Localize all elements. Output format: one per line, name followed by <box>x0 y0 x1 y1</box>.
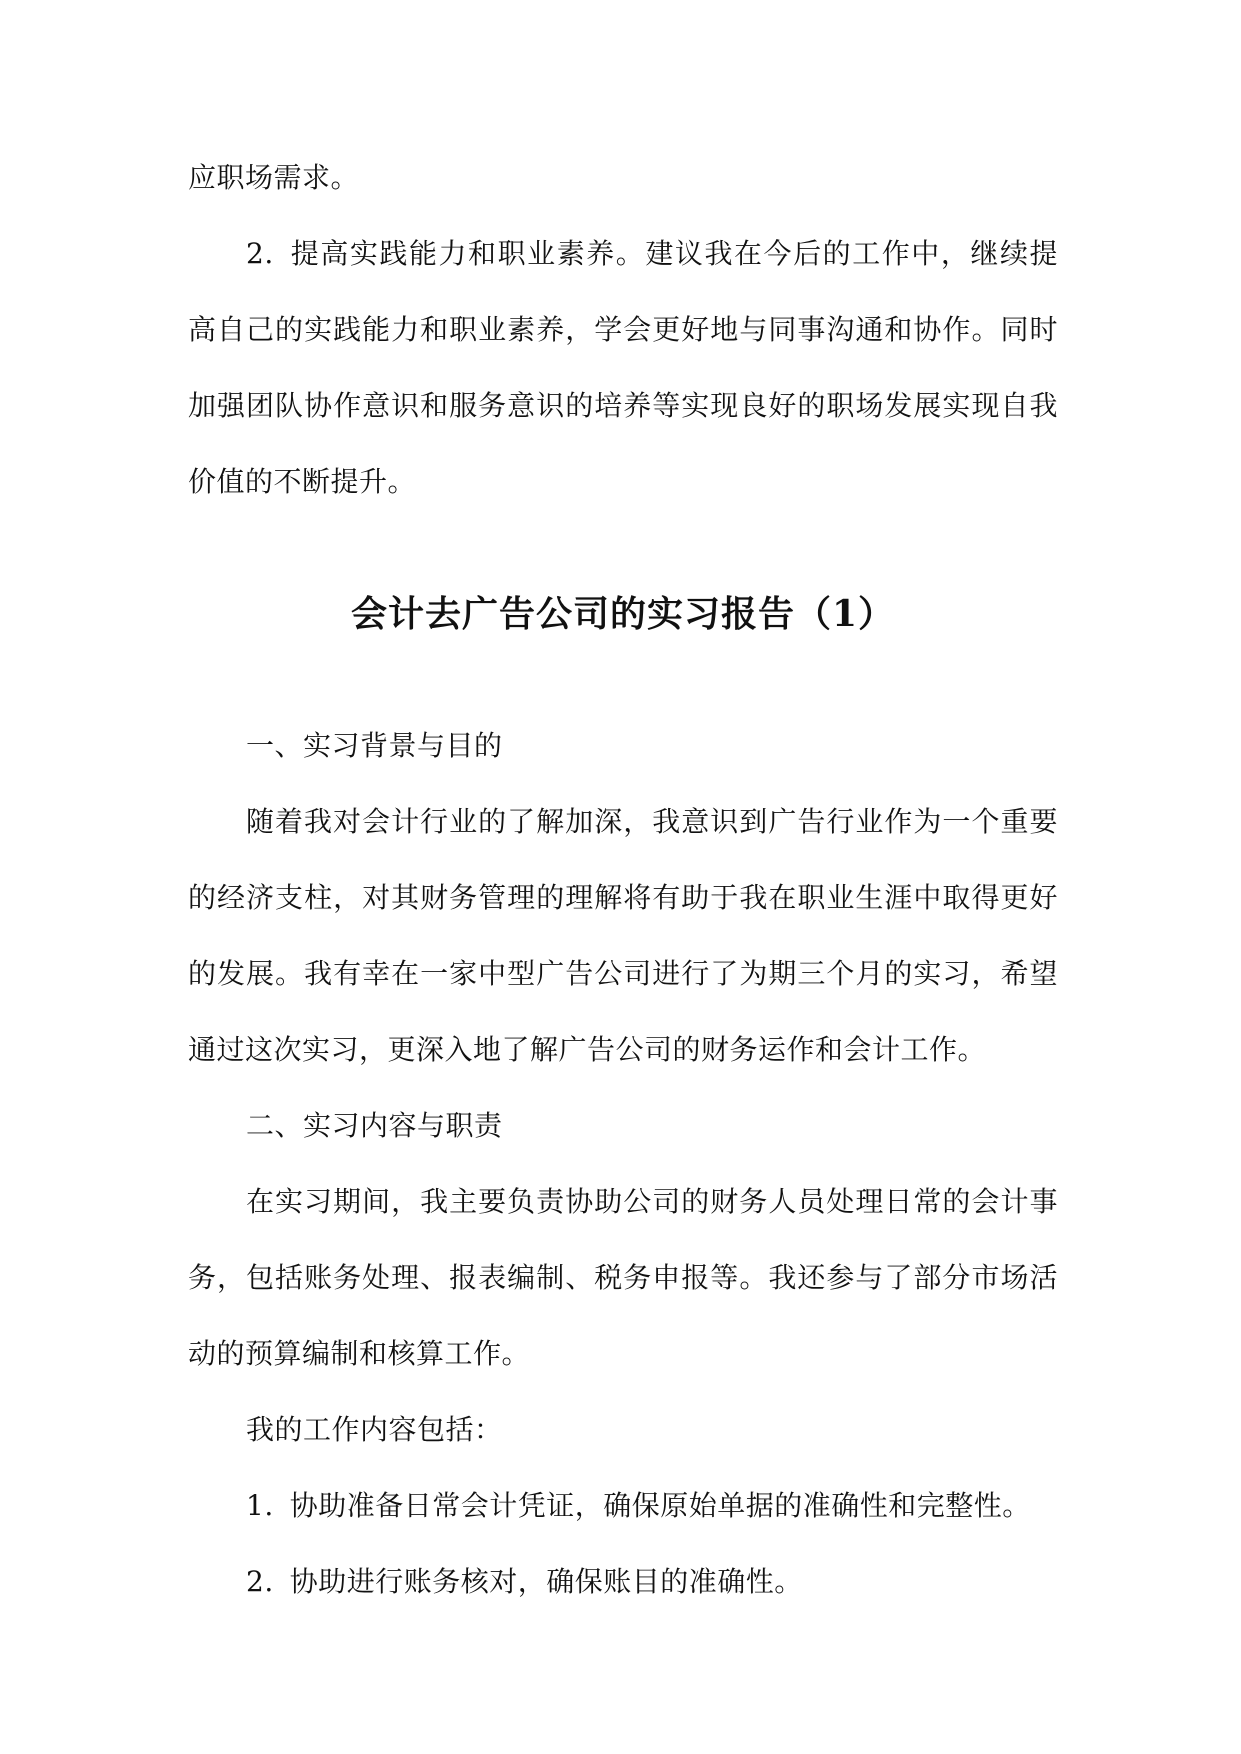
section-heading: 一、实习背景与目的 <box>246 729 503 762</box>
list-text: 协助进行账务核对，确保账目的准确性。 <box>289 1565 803 1598</box>
list-item <box>188 1544 1058 1620</box>
report-title: 会计去广告公司的实习报告（1） <box>350 593 896 635</box>
continuation-line: 应职场需求。 <box>188 161 360 194</box>
list-item <box>188 1468 1058 1544</box>
list-text: 提高实践能力和职业素养。建议我在今后的工作中，继续提高自己的实践能力和职业素养，学会更好地与同事沟通和协作。同时加强团队协作意识和服务意识的培养等实现良好的职场发展实现自我价值的不断提升。 <box>188 237 1058 498</box>
list-text: 协助准备日常会计凭证，确保原始单据的准确性和完整性。 <box>289 1489 1031 1522</box>
list-number: 2. <box>246 237 274 270</box>
list-intro: 我的工作内容包括： <box>246 1413 503 1446</box>
continuation-list-item <box>188 216 1058 520</box>
list-number: 2. <box>246 1565 274 1598</box>
section-paragraph: 在实习期间，我主要负责协助公司的财务人员处理日常的会计事务，包括账务处理、报表编制、税务申报等。我还参与了部分市场活动的预算编制和核算工作。 <box>188 1185 1058 1370</box>
section-heading: 二、实习内容与职责 <box>246 1109 503 1142</box>
section-paragraph: 随着我对会计行业的了解加深，我意识到广告行业作为一个重要的经济支柱，对其财务管理的理解将有助于我在职业生涯中取得更好的发展。我有幸在一家中型广告公司进行了为期三个月的实习，希望通过这次实习，更深入地了解广告公司的财务运作和会计工作。 <box>188 805 1058 1066</box>
document-body <box>188 140 1058 1620</box>
list-number: 1. <box>246 1489 274 1522</box>
